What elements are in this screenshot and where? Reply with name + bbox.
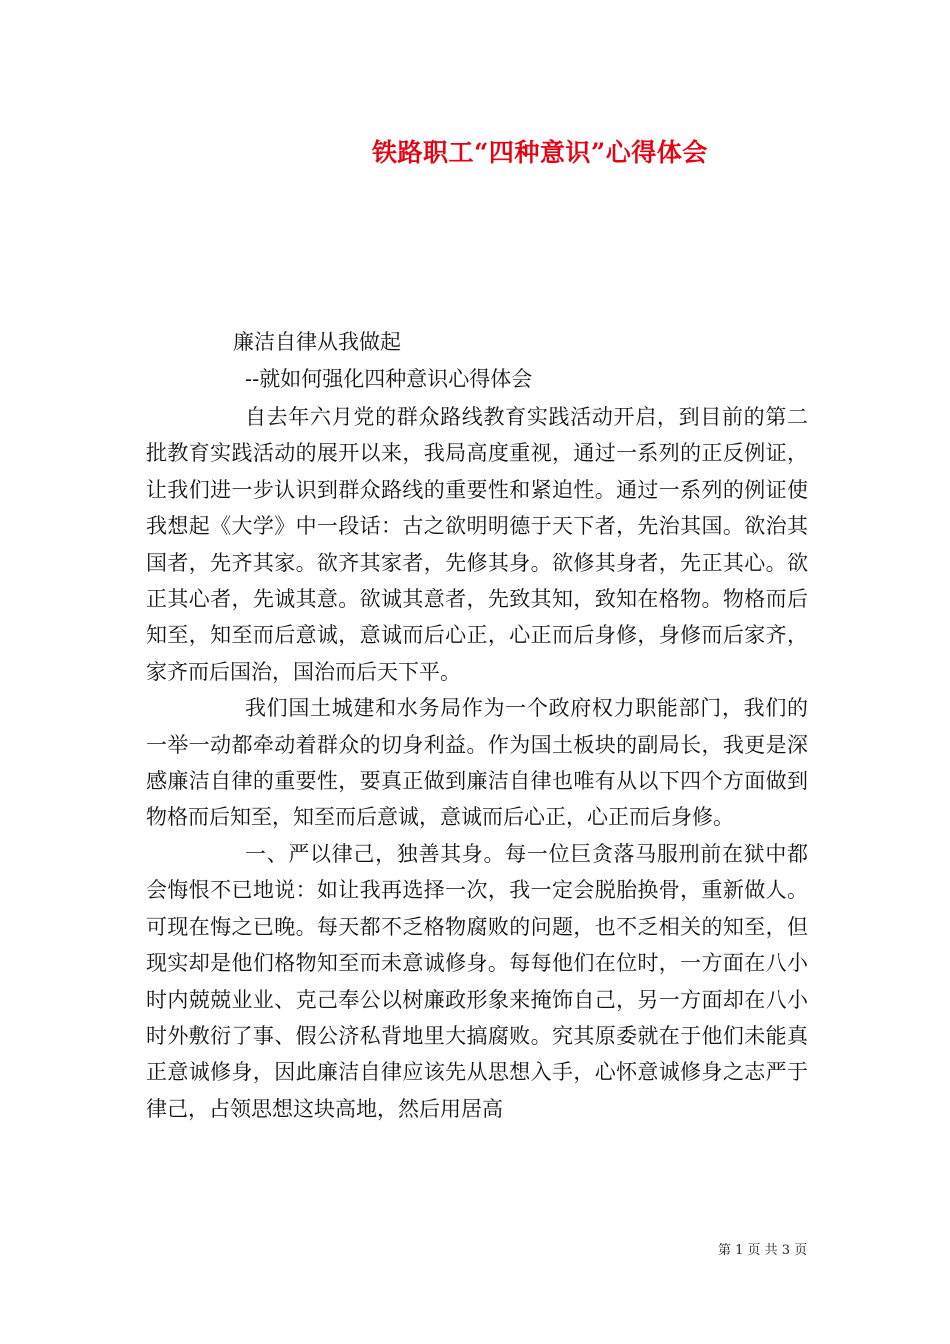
article-subheading: --就如何强化四种意识心得体会 (245, 367, 533, 391)
article-heading: 廉洁自律从我做起 (233, 330, 401, 354)
paragraph-2: 我们国土城建和水务局作为一个政府权力职能部门，我们的一举一动都牵动着群众的切身利益。作为国土板块的副局长，我更是深感廉洁自律的重要性，要真正做到廉洁自律也唯有从以下四个方面做到物格而后知至，知至而后意诚，意诚而后心正，心正而后身修。 (146, 696, 808, 830)
page-number-footer: 第 1 页 共 3 页 (718, 1243, 808, 1258)
article-body (146, 399, 808, 1127)
paragraph-1: 自去年六月党的群众路线教育实践活动开启，到目前的第二批教育实践活动的展开以来，我局高度重视，通过一系列的正反例证，让我们进一步认识到群众路线的重要性和紧迫性。通过一系列的例证使我想起《大学》中一段话：古之欲明明德于天下者，先治其国。欲治其国者，先齐其家。欲齐其家者，先修其身。欲修其身者，先正其心。欲正其心者，先诚其意。欲诚其意者，先致其知，致知在格物。物格而后知至，知至而后意诚，意诚而后心正，心正而后身修，身修而后家齐，家齐而后国治，国治而后天下平。 (146, 405, 808, 684)
paragraph-3: 一、严以律己，独善其身。每一位巨贪落马服刑前在狱中都会悔恨不已地说：如让我再选择一次，我一定会脱胎换骨，重新做人。可现在悔之已晚。每天都不乏格物腐败的问题，也不乏相关的知至，但现实却是他们格物知至而未意诚修身。每每他们在位时，一方面在八小时内兢兢业业、克己奉公以树廉政形象来掩饰自己，另一方面却在八小时外敷衍了事、假公济私背地里大搞腐败。究其原委就在于他们未能真正意诚修身，因此廉洁自律应该先从思想入手，心怀意诚修身之志严于律己，占领思想这块高地，然后用居高 (146, 841, 808, 1121)
document-title: 铁路职工“四种意识”心得体会 (372, 138, 708, 167)
